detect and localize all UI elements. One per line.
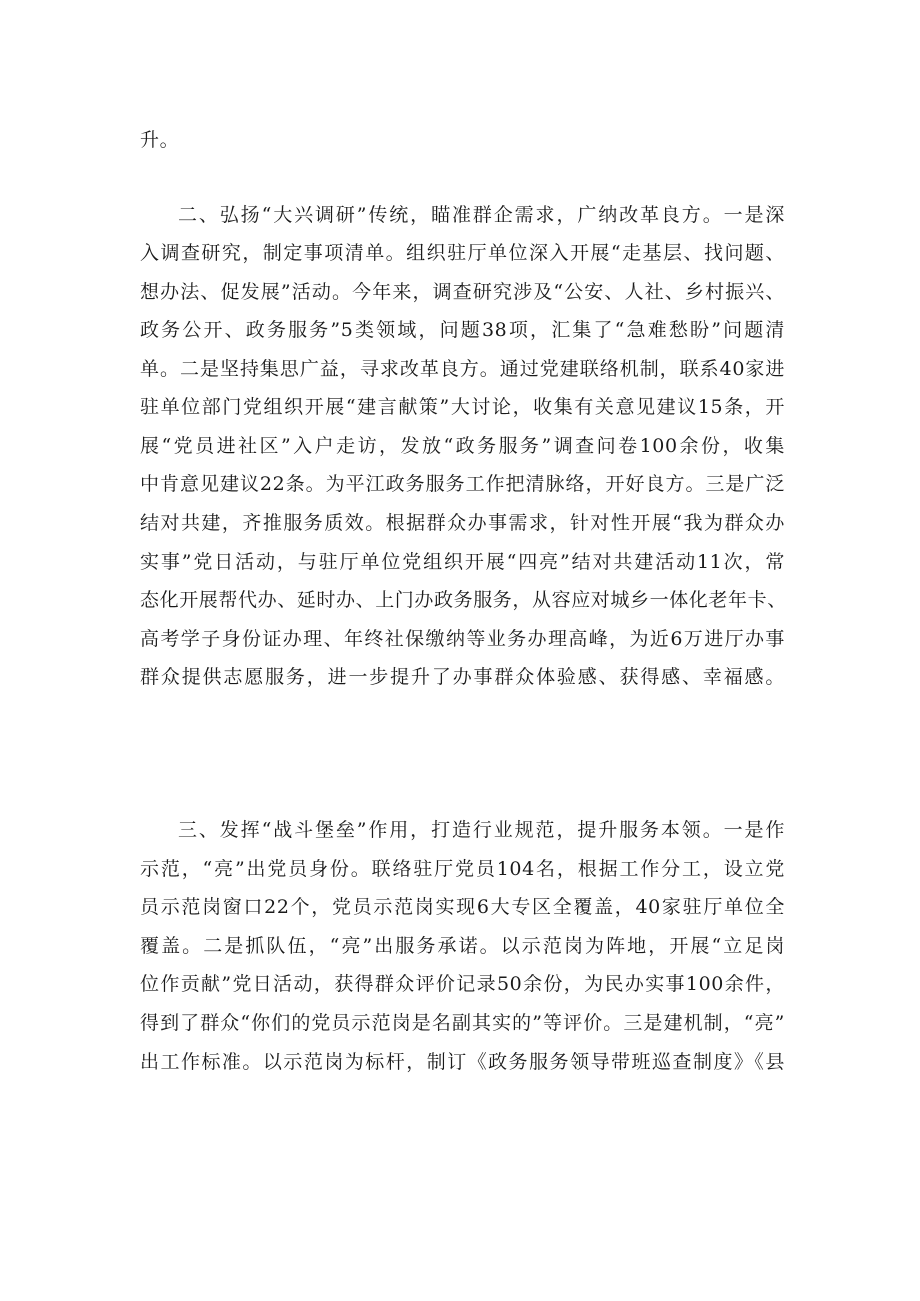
paragraph-0-line-0: 升。 (140, 129, 180, 151)
paragraph-1-line-0: 二、弘扬“大兴调研”传统，瞄准群企需求，广纳改革良方。一是深 (178, 204, 785, 226)
paragraph-1-line-8: 结对共建，齐推服务质效。根据群众办事需求，针对性开展“我为群众办 (140, 512, 785, 534)
paragraph-2-line-0: 三、发挥“战斗堡垒”作用，打造行业规范，提升服务本领。一是作 (178, 819, 785, 841)
paragraph-2-line-6: 出工作标准。以示范岗为标杆，制订《政务服务领导带班巡查制度》《县 (140, 1051, 785, 1073)
paragraph-1-line-3: 政务公开、政务服务”5类领域，问题38项，汇集了“急难愁盼”问题清 (140, 319, 785, 341)
paragraph-1-line-1: 入调查研究，制定事项清单。组织驻厅单位深入开展“走基层、找问题、 (140, 242, 785, 264)
paragraph-2-line-1: 示范，“亮”出党员身份。联络驻厅党员104名，根据工作分工，设立党 (140, 858, 785, 880)
paragraph-1-line-10: 态化开展帮代办、延时办、上门办政务服务，从容应对城乡一体化老年卡、 (140, 589, 787, 611)
paragraph-1-line-11: 高考学子身份证办理、年终社保缴纳等业务办理高峰，为近6万进厅办事 (140, 628, 785, 650)
paragraph-1-line-2: 想办法、促发展”活动。今年来，调查研究涉及“公安、人社、乡村振兴、 (140, 281, 785, 303)
paragraph-2-line-5: 得到了群众“你们的党员示范岗是名副其实的”等评价。三是建机制，“亮” (140, 1012, 785, 1034)
paragraph-1-line-12: 群众提供志愿服务，进一步提升了办事群众体验感、获得感、幸福感。 (140, 666, 785, 688)
paragraph-1-line-7: 中肯意见建议22条。为平江政务服务工作把清脉络，开好良方。三是广泛 (140, 473, 785, 495)
paragraph-2-line-4: 位作贡献”党日活动，获得群众评价记录50余份，为民办实事100余件， (140, 973, 785, 995)
paragraph-2-line-3: 覆盖。二是抓队伍，“亮”出服务承诺。以示范岗为阵地，开展“立足岗 (140, 935, 785, 957)
paragraph-2-line-2: 员示范岗窗口22个，党员示范岗实现6大专区全覆盖，40家驻厅单位全 (140, 896, 785, 918)
paragraph-1-line-4: 单。二是坚持集思广益，寻求改革良方。通过党建联络机制，联系40家进 (140, 358, 785, 380)
paragraph-1-line-6: 展“党员进社区”入户走访，发放“政务服务”调查问卷100余份，收集 (140, 435, 785, 457)
paragraph-1-line-5: 驻单位部门党组织开展“建言献策”大讨论，收集有关意见建议15条，开 (140, 396, 785, 418)
paragraph-1-line-9: 实事”党日活动，与驻厅单位党组织开展“四亮”结对共建活动11次，常 (140, 551, 785, 573)
